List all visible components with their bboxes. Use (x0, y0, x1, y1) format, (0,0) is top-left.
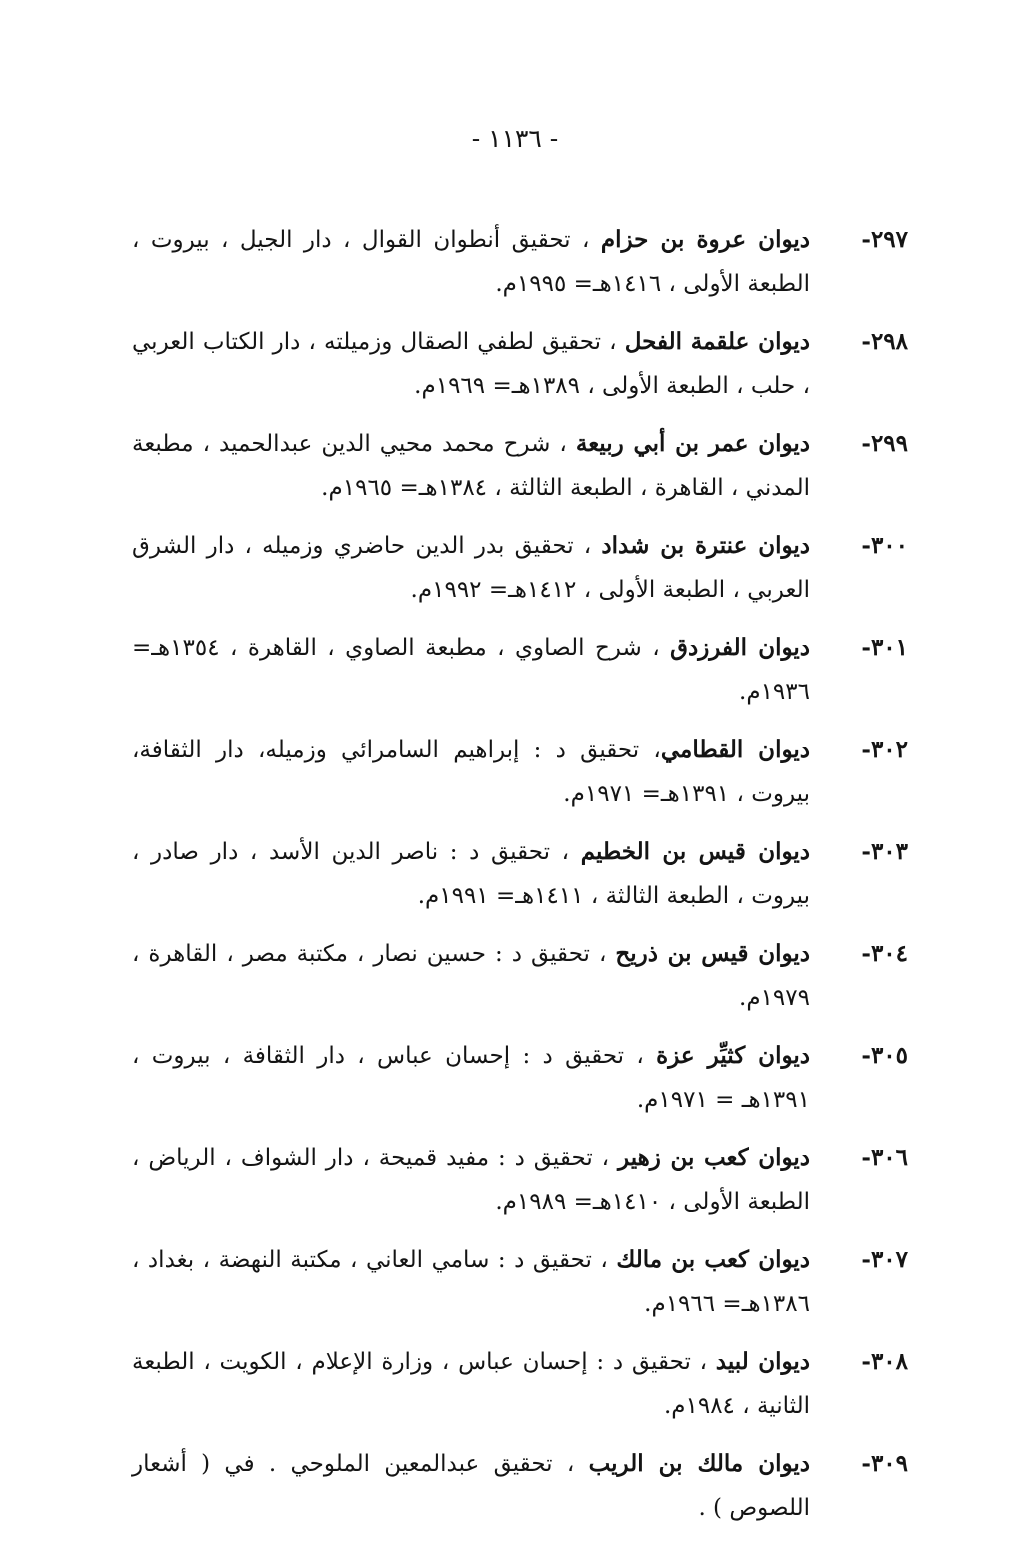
bibliography-entry (132, 422, 908, 510)
bibliography-list (132, 218, 908, 1544)
entry-details: ، تحقيق د : حسين نصار ، مكتبة مصر ، القاهرة ، ١٩٧٩م. (132, 941, 810, 1011)
bibliography-entry (132, 830, 908, 918)
entry-details: ، شرح محمد محيي الدين عبدالحميد ، مطبعة المدني ، القاهرة ، الطبعة الثالثة ، ١٣٨٤هـ= ١٩٦٥م. (132, 431, 810, 501)
entry-title: ديوان كعب بن مالك (616, 1246, 810, 1273)
entry-number: ٣٠١- (861, 634, 908, 661)
entry-number: ٣٠٦- (861, 1144, 908, 1171)
bibliography-entry (132, 524, 908, 612)
entry-number: ٣٠٠- (861, 532, 908, 559)
entry-title: ديوان كعب بن زهير (618, 1144, 811, 1171)
bibliography-entry (132, 320, 908, 408)
entry-number: ٢٩٧- (861, 226, 908, 253)
entry-details: ، شرح الصاوي ، مطبعة الصاوي ، القاهرة ، ١٣٥٤هـ= ١٩٣٦م. (132, 635, 810, 705)
entry-details: ، تحقيق بدر الدين حاضري وزميله ، دار الشرق العربي ، الطبعة الأولى ، ١٤١٢هـ= ١٩٩٢م. (132, 533, 810, 603)
entry-number: ٣٠٣- (861, 838, 908, 865)
entry-number: ٣٠٤- (861, 940, 908, 967)
entry-title: ديوان قيس بن ذريح (615, 940, 810, 967)
entry-number: ٣٠٩- (861, 1450, 908, 1477)
bibliography-entry (132, 932, 908, 1020)
entry-title: ديوان لبيد (715, 1348, 810, 1375)
bibliography-entry (132, 1238, 908, 1326)
entry-details: ، تحقيق د : سامي العاني ، مكتبة النهضة ، بغداد ، ١٣٨٦هـ= ١٩٦٦م. (132, 1247, 810, 1317)
entry-details: ، تحقيق د : إبراهيم السامرائي وزميله، دار الثقافة، بيروت ، ١٣٩١هـ= ١٩٧١م. (132, 737, 810, 807)
entry-details: ، تحقيق د : ناصر الدين الأسد ، دار صادر ، بيروت ، الطبعة الثالثة ، ١٤١١هـ= ١٩٩١م. (132, 839, 810, 909)
entry-title: ديوان عمر بن أبي ربيعة (575, 430, 811, 457)
entry-number: ٣٠٢- (861, 736, 908, 763)
entry-number: ٣٠٨- (861, 1348, 908, 1375)
entry-details: ، تحقيق د : إحسان عباس ، دار الثقافة ، بيروت ، ١٣٩١هـ = ١٩٧١م. (132, 1043, 810, 1113)
entry-title: ديوان قيس بن الخطيم (580, 838, 810, 865)
bibliography-entry (132, 1340, 908, 1428)
entry-title: ديوان القطامي (660, 736, 810, 763)
bibliography-entry (132, 1442, 908, 1530)
entry-details: ، تحقيق د : إحسان عباس ، وزارة الإعلام ، الكويت ، الطبعة الثانية ، ١٩٨٤م. (132, 1349, 810, 1419)
entry-title: ديوان عنترة بن شداد (601, 532, 811, 559)
entry-number: ٣٠٧- (861, 1246, 908, 1273)
entry-details: ، تحقيق عبدالمعين الملوحي . في ( أشعار اللصوص ) . (132, 1451, 810, 1521)
entry-details: ، تحقيق د : مفيد قميحة ، دار الشواف ، الرياض ، الطبعة الأولى ، ١٤١٠هـ= ١٩٨٩م. (132, 1145, 810, 1215)
page-number: - ١١٣٦ - (471, 124, 559, 153)
entry-title: ديوان الفرزدق (670, 634, 810, 661)
bibliography-entry (132, 218, 908, 306)
entry-title: ديوان عروة بن حزام (600, 226, 810, 253)
bibliography-entry (132, 728, 908, 816)
bibliography-entry (132, 1136, 908, 1224)
entry-details: ، تحقيق أنطوان القوال ، دار الجيل ، بيروت ، الطبعة الأولى ، ١٤١٦هـ= ١٩٩٥م. (132, 227, 810, 297)
entry-title: ديوان كثيِّر عزة (656, 1042, 810, 1069)
bibliography-entry (132, 1034, 908, 1122)
entry-title: ديوان علقمة الفحل (624, 328, 810, 355)
entry-title: ديوان مالك بن الريب (588, 1450, 811, 1477)
entry-details: ، تحقيق لطفي الصقال وزميلته ، دار الكتاب العربي ، حلب ، الطبعة الأولى ، ١٣٨٩هـ= ١٩٦٩م. (132, 329, 810, 399)
entry-number: ٢٩٨- (861, 328, 908, 355)
entry-number: ٢٩٩- (861, 430, 908, 457)
entry-number: ٣٠٥- (861, 1042, 908, 1069)
bibliography-entry (132, 626, 908, 714)
